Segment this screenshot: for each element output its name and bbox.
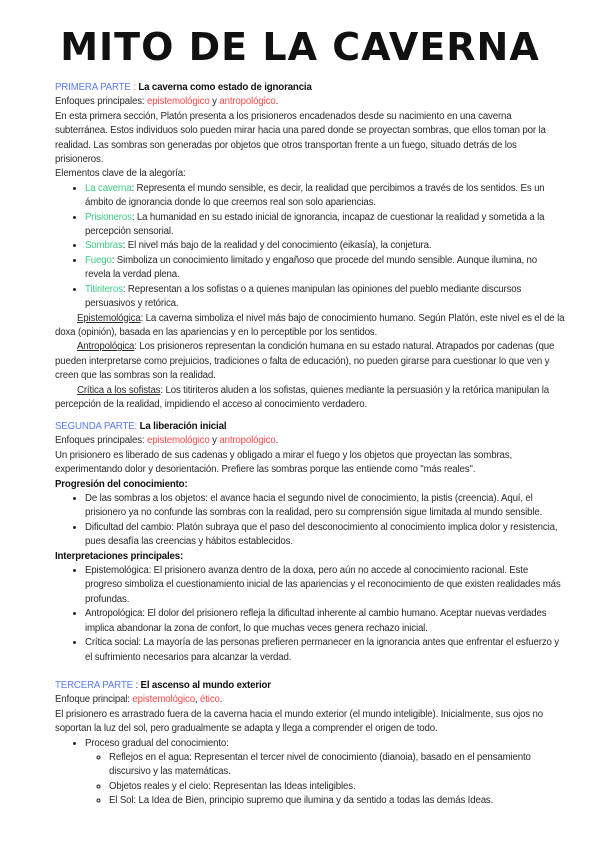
list-item: • De las sombras a los objetos: el avance hacia el segundo nivel de conocimiento, la pistis (creencia). Aquí, el prisionero ya no confunde las sombras con la realidad, pero su comprensión sigue limitada al mundo sensible. xyxy=(85,492,565,521)
definition: : El nivel más bajo de la realidad y del conocimiento (eikasía), la conjetura. xyxy=(122,240,432,252)
focus-term: epistemológico xyxy=(147,435,210,447)
list-item: ◦ Reflejos en el agua: Representan el tercer nivel de conocimiento (dianoia), basado en el pensamiento discursivo y las matemáticas. xyxy=(109,751,565,780)
focus-line xyxy=(55,693,565,707)
interpretation-text: : La caverna simboliza el nivel más bajo de conocimiento humano. Según Platón, este nivel es el de la doxa (opinión), basada en las apariencias y en lo perceptible por los sentidos. xyxy=(55,312,565,338)
term: La caverna xyxy=(85,182,132,194)
focus-label: Enfoque principal: xyxy=(55,694,133,706)
progression-list xyxy=(55,492,565,550)
focus-term: epistemológico xyxy=(147,96,210,108)
list-item xyxy=(85,182,565,211)
section-heading xyxy=(55,81,565,95)
section-title: La liberación inicial xyxy=(137,421,227,432)
list-item: • Epistemológica: El prisionero avanza dentro de la doxa, pero aún no accede al conocimiento racional. Este progreso simboliza el cuestionamiento inicial de las apariencias y el reconocimiento de que existen realidades más profundas. xyxy=(85,564,565,607)
section-heading xyxy=(55,420,565,434)
list-item xyxy=(85,239,565,253)
definition: : La humanidad en su estado inicial de ignorancia, incapaz de cuestionar la realidad y sometida a la percepción sensorial. xyxy=(85,211,545,238)
focus-end: . xyxy=(275,435,279,447)
definition: : Simboliza un conocimiento limitado y engañoso que procede del mundo sensible. Aunque ilumina, no revela la verdad plena. xyxy=(85,254,538,281)
section-primera-parte xyxy=(55,81,565,412)
focus-label: Enfoques principales: xyxy=(55,435,148,447)
definition: : Representa el mundo sensible, es decir, la realidad que percibimos a través de los sentidos. Es un ámbito de ignorancia donde lo que creemos real son solo apariencias. xyxy=(85,182,545,209)
part-label: PRIMERA PARTE xyxy=(55,82,131,93)
steps-list xyxy=(85,751,565,809)
focus-label: Enfoques principales: xyxy=(55,96,148,108)
term: Titiriteros xyxy=(85,283,123,295)
focus-end: . xyxy=(219,694,223,706)
list-item: ◦ Objetos reales y el cielo: Representan las Ideas inteligibles. xyxy=(109,780,565,794)
definition: : Representan a los sofistas o a quienes manipulan las opiniones del pueblo mediante discursos persuasivos y retórica. xyxy=(85,283,522,310)
section-tercera-parte xyxy=(55,679,565,809)
list-item: • Dificultad del cambio: Platón subraya que el paso del desconocimiento al conocimiento implica dolor y resistencia, pues desafía las creencias y hábitos establecidos. xyxy=(85,521,565,550)
interpretation-paragraph xyxy=(55,312,565,341)
focus-end: . xyxy=(275,96,279,108)
interpretation-paragraph xyxy=(55,340,565,383)
interpretation-text: : Los prisioneros representan la condición humana en su estado natural. Atrapados por cadenas (que pueden interpretarse como prejuicios, tradiciones o falta de educación), no pueden girarse para cuestionar lo que ven y creen que las sombras son la realidad. xyxy=(55,341,555,382)
focus-conj: y xyxy=(209,96,220,108)
term: Fuego xyxy=(85,254,112,266)
focus-line xyxy=(55,434,565,448)
section-heading xyxy=(55,679,565,693)
interpretation-text: : Los titiriteros aluden a los sofistas, quienes mediante la persuasión y la retórica manipulan la percepción de la realidad, impidiendo el acceso al conocimiento verdadero. xyxy=(55,384,550,410)
focus-term: antropológico xyxy=(219,96,276,108)
section-title: La caverna como estado de ignorancia xyxy=(138,82,312,93)
focus-term: epistemológico xyxy=(132,694,195,706)
list-item xyxy=(85,254,565,283)
document-title: MITO DE LA CAVERNA xyxy=(60,25,540,69)
term: Prisioneros xyxy=(85,211,132,223)
list-item: • Antropológica: El dolor del prisionero refleja la dificultad inherente al cambio humano. Aceptar nuevas verdades implica abandonar la zona de confort, lo que muchas veces genera rechazo inicial. xyxy=(85,607,565,636)
separator: : xyxy=(132,680,141,691)
focus-conj: y xyxy=(209,435,220,447)
intro-paragraph: El prisionero es arrastrado fuera de la caverna hacia el mundo exterior (el mundo inteligible). Inicialmente, sus ojos no soportan la luz del sol, pero gradualmente se adapta y llega a comprender el origen de todo. xyxy=(55,708,544,735)
elements-list xyxy=(55,182,565,312)
list-item: • Crítica social: La mayoría de las personas prefieren permanecer en la ignorancia antes que enfrentar el esfuerzo y el sufrimiento necesarios para alcanzar la verdad. xyxy=(85,636,565,665)
interpretations-list xyxy=(55,564,565,665)
list-item xyxy=(85,283,565,312)
section-title: El ascenso al mundo exterior xyxy=(140,680,271,691)
separator: : xyxy=(130,82,139,93)
list-item xyxy=(85,211,565,240)
process-list xyxy=(55,737,565,809)
interpretation-term: Crítica a los sofistas xyxy=(77,384,161,396)
process-label: Proceso gradual del conocimiento: xyxy=(85,737,229,749)
list-item xyxy=(85,737,565,809)
subheading: Progresión del conocimiento: xyxy=(55,478,188,490)
focus-conj: , xyxy=(194,694,201,706)
term: Sombras xyxy=(85,240,123,252)
section-segunda-parte xyxy=(55,420,565,665)
intro-paragraph: En esta primera sección, Platón presenta a los prisioneros encadenados desde su nacimiento en una caverna subterránea. Estos individuos solo pueden mirar hacia una pared donde se proyectan sombras, que ellos toman por la realidad. Las sombras son generadas por objetos que otros transportan frente a un fuego, situado detrás de los prisioneros. xyxy=(55,110,546,166)
focus-term: antropológico xyxy=(219,435,276,447)
focus-line xyxy=(55,95,565,109)
interpretation-paragraph xyxy=(55,384,565,413)
intro-paragraph: Un prisionero es liberado de sus cadenas y obligado a mirar el fuego y los objetos que proyectan las sombras, experimentando dolor y desorientación. Prefiere las sombras porque las entiende como "más reales". xyxy=(55,449,512,476)
part-label: TERCERA PARTE xyxy=(55,680,133,691)
elements-label: Elementos clave de la alegoría: xyxy=(55,168,186,180)
subheading: Interpretaciones principales: xyxy=(55,550,184,562)
interpretation-term: Antropológica xyxy=(77,341,135,353)
interpretation-term: Epistemológica xyxy=(77,312,141,324)
focus-term: ético xyxy=(200,694,220,706)
list-item: ◦ El Sol: La Idea de Bien, principio supremo que ilumina y da sentido a todas las demás Ideas. xyxy=(109,794,565,808)
part-label: SEGUNDA PARTE: xyxy=(55,421,138,432)
